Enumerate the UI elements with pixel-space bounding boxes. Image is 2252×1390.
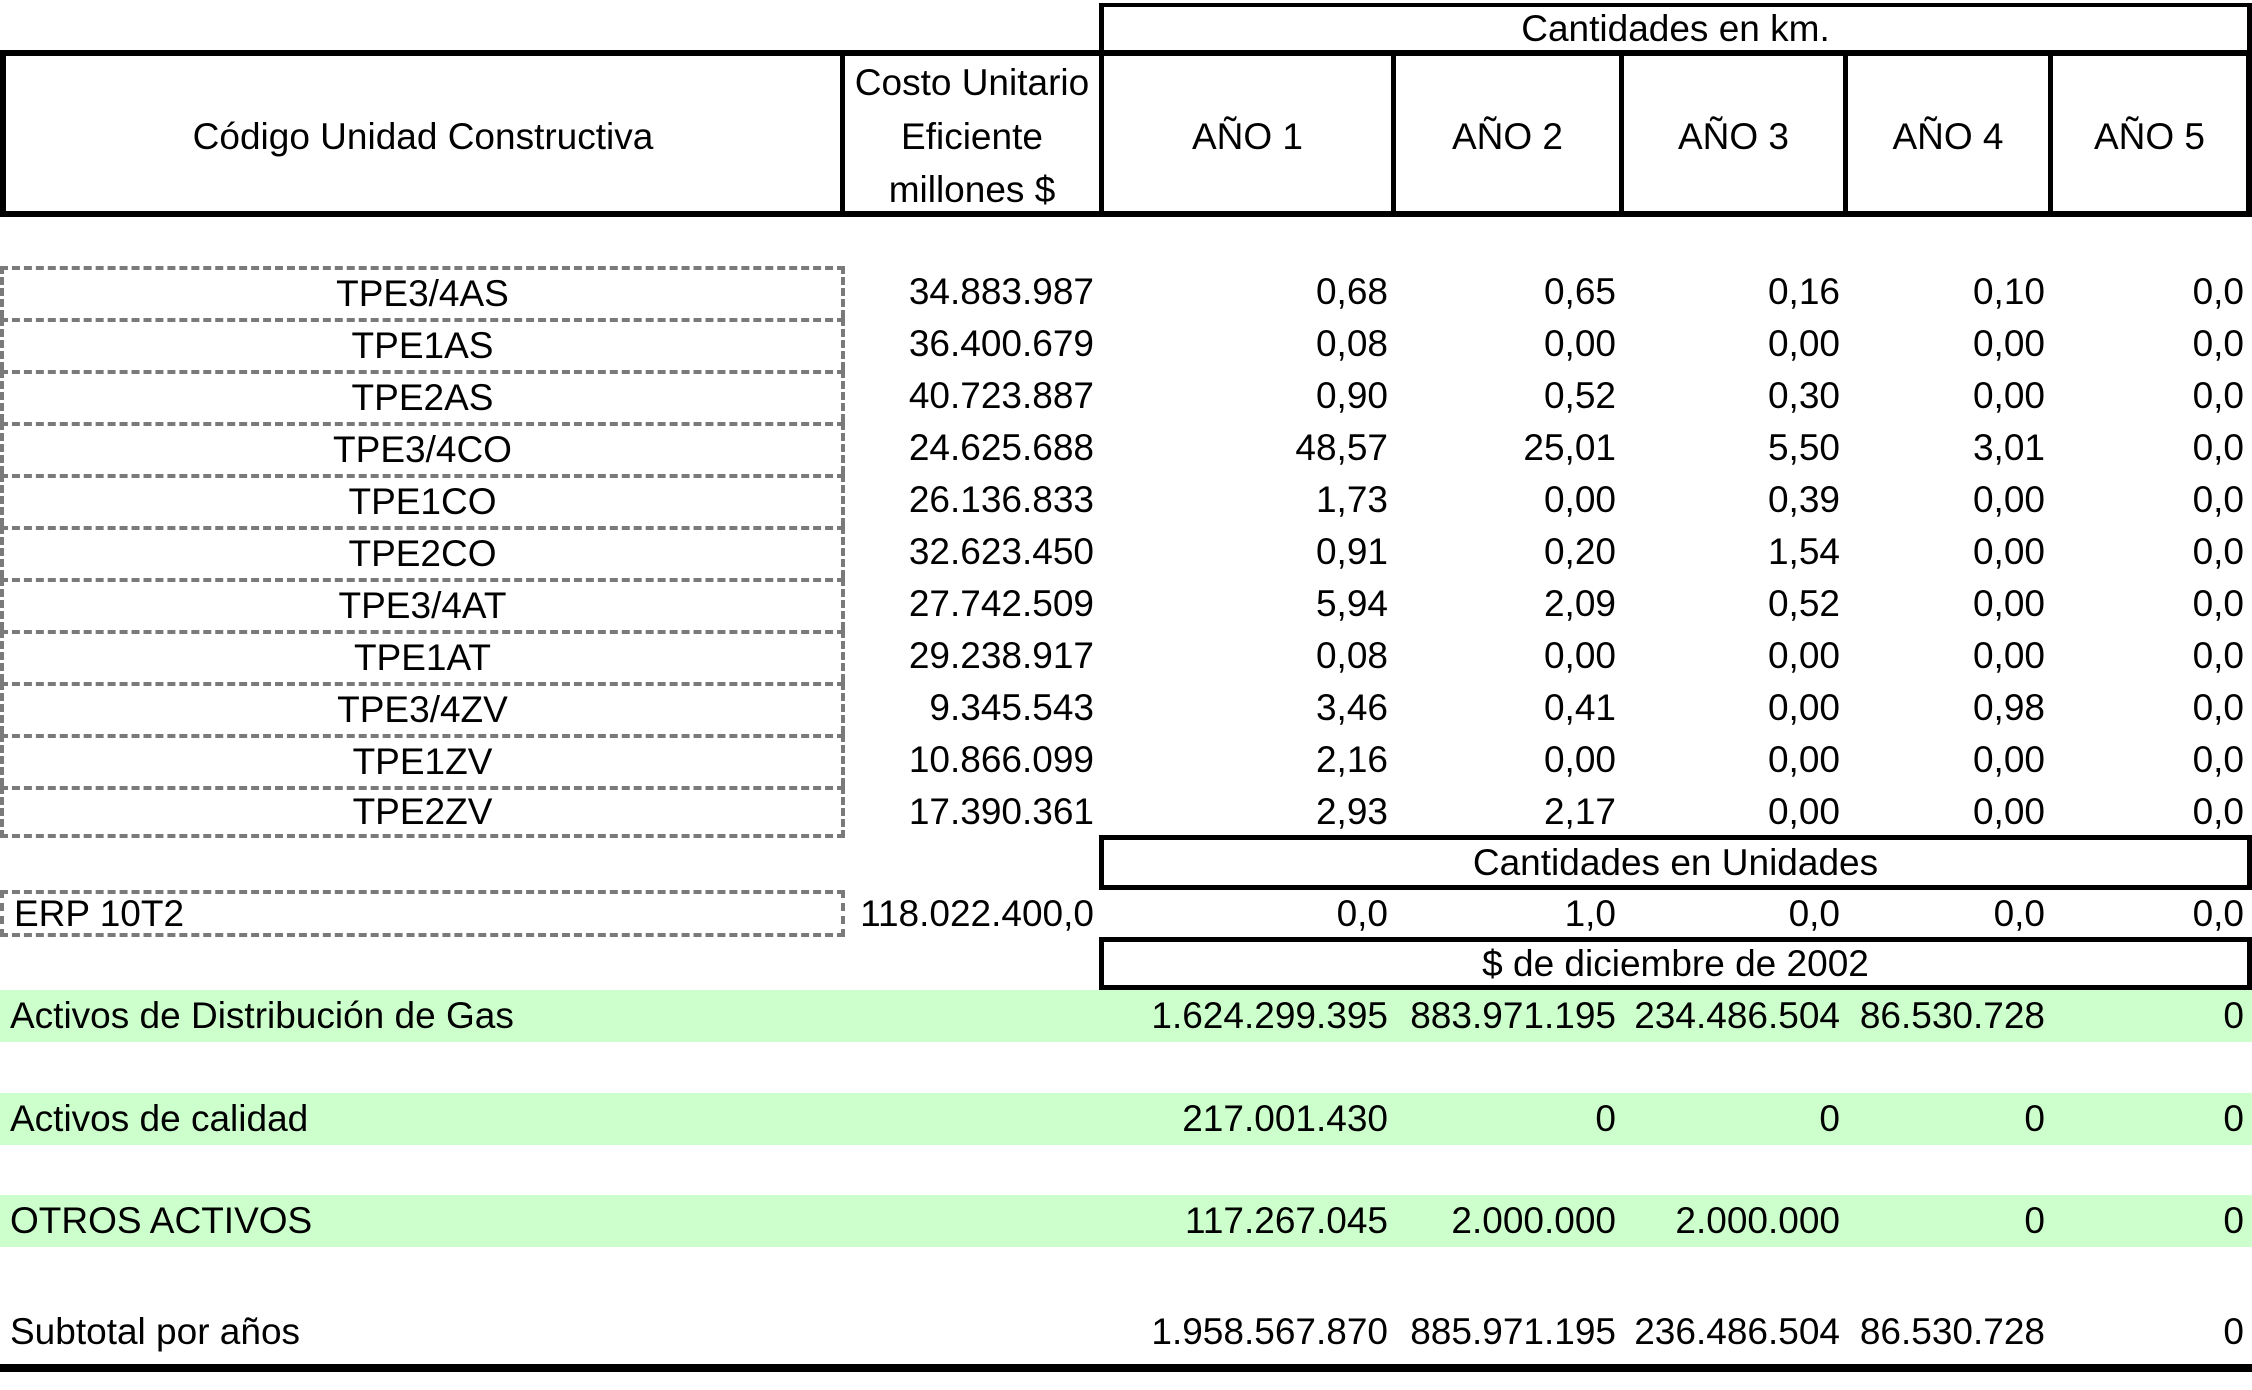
ano5-cell: 0,0 — [2192, 583, 2244, 624]
code-cell: TPE3/4ZV — [0, 682, 845, 734]
ano1-cell: 1,73 — [1315, 479, 1388, 520]
header-cell-costo — [845, 56, 1104, 217]
ano3-cell: 0,00 — [1767, 687, 1840, 728]
cost-cell: 34.883.987 — [908, 271, 1094, 312]
table-row — [845, 578, 2252, 630]
cost-cell: 26.136.833 — [908, 479, 1094, 520]
table-row — [845, 318, 2252, 370]
ano3-cell: 0,30 — [1767, 375, 1840, 416]
header-costo-line3: millones $ — [888, 169, 1056, 211]
quantities-grid — [845, 266, 2252, 838]
ano4-cell: 3,01 — [1972, 427, 2045, 468]
ano2-cell: 0,00 — [1543, 323, 1616, 364]
ano1-cell: 3,46 — [1315, 687, 1388, 728]
header-cell-ano4 — [1848, 56, 2053, 217]
code-cell: TPE2AS — [0, 370, 845, 422]
ano4-cell: 0 — [2024, 1200, 2045, 1241]
ano4-cell: 0,00 — [1972, 479, 2045, 520]
ano5-cell: 0 — [2223, 1311, 2244, 1352]
subtotal-label: Subtotal por años — [10, 1311, 301, 1352]
code-cell: TPE3/4CO — [0, 422, 845, 474]
cost-cell: 36.400.679 — [908, 323, 1094, 364]
ano4-cell: 0,10 — [1972, 271, 2045, 312]
ano5-cell: 0,0 — [2192, 271, 2244, 312]
ano5-cell: 0,0 — [2192, 323, 2244, 364]
table-row — [845, 682, 2252, 734]
ano5-cell: 0 — [2223, 1098, 2244, 1139]
erp-row — [845, 890, 2252, 937]
ano2-cell: 25,01 — [1523, 427, 1616, 468]
code-cell: TPE2ZV — [0, 786, 845, 838]
banner-cantidades-unidades-label: Cantidades en Unidades — [1472, 841, 1879, 883]
cost-cell: 29.238.917 — [908, 635, 1094, 676]
ano5-cell: 0,0 — [2192, 635, 2244, 676]
banner-cantidades-unidades — [1099, 835, 2252, 890]
header-costo-line2: Eficiente — [901, 115, 1043, 157]
table-row — [845, 422, 2252, 474]
ano1-cell: 0,08 — [1315, 635, 1388, 676]
ano2-cell: 2.000.000 — [1451, 1200, 1616, 1241]
erp-code-cell: ERP 10T2 — [0, 890, 845, 937]
ano4-cell: 0,00 — [1972, 739, 2045, 780]
ano3-cell: 5,50 — [1767, 427, 1840, 468]
ano2-cell: 0,00 — [1543, 479, 1616, 520]
ano5-cell: 0,0 — [2192, 375, 2244, 416]
ano5-cell: 0,0 — [2192, 791, 2244, 832]
ano5-cell: 0,0 — [2192, 892, 2244, 934]
ano3-cell: 0,0 — [1788, 892, 1840, 934]
ano5-cell: 0,0 — [2192, 427, 2244, 468]
ano3-cell: 0,52 — [1767, 583, 1840, 624]
summary-row-activos-calidad — [0, 1093, 2252, 1145]
ano1-cell: 0,91 — [1315, 531, 1388, 572]
ano2-cell: 2,17 — [1543, 791, 1616, 832]
code-cell: TPE3/4AT — [0, 578, 845, 630]
ano1-cell: 1.958.567.870 — [1151, 1311, 1388, 1352]
cost-cell: 40.723.887 — [908, 375, 1094, 416]
banner-cantidades-km — [1099, 3, 2252, 50]
cost-cell: 17.390.361 — [908, 791, 1094, 832]
ano4-cell: 0,0 — [1993, 892, 2045, 934]
banner-pesos-diciembre-2002 — [1099, 937, 2252, 990]
ano4-cell: 0,00 — [1972, 791, 2045, 832]
ano1-cell: 2,93 — [1315, 791, 1388, 832]
header-ano1-label: AÑO 1 — [1191, 115, 1304, 157]
header-ano4-label: AÑO 4 — [1892, 115, 2004, 157]
code-cell: TPE3/4AS — [0, 266, 845, 318]
ano1-cell: 5,94 — [1315, 583, 1388, 624]
ano4-cell: 0,00 — [1972, 375, 2045, 416]
ano3-cell: 0,00 — [1767, 323, 1840, 364]
ano1-cell: 0,0 — [1336, 892, 1388, 934]
header-cell-ano5 — [2053, 56, 2246, 217]
subtotal-row — [0, 1307, 2252, 1357]
cost-cell: 9.345.543 — [929, 687, 1094, 728]
header-cell-codigo — [6, 56, 845, 217]
cost-cell: 118.022.400,0 — [860, 892, 1094, 934]
ano2-cell: 0,00 — [1543, 739, 1616, 780]
ano5-cell: 0 — [2223, 1200, 2244, 1241]
ano3-cell: 0,39 — [1767, 479, 1840, 520]
ano3-cell: 234.486.504 — [1634, 995, 1840, 1036]
ano4-cell: 0,00 — [1972, 323, 2045, 364]
code-cell: TPE2CO — [0, 526, 845, 578]
table-row — [845, 786, 2252, 838]
ano2-cell: 2,09 — [1543, 583, 1616, 624]
ano3-cell: 0,00 — [1767, 739, 1840, 780]
ano2-cell: 883.971.195 — [1410, 995, 1616, 1036]
table-row — [845, 526, 2252, 578]
ano3-cell: 2.000.000 — [1675, 1200, 1840, 1241]
ano1-cell: 117.267.045 — [1184, 1200, 1388, 1241]
summary-row-activos-distribucion-gas — [0, 990, 2252, 1042]
ano3-cell: 0,00 — [1767, 791, 1840, 832]
ano4-cell: 0 — [2024, 1098, 2045, 1139]
ano1-cell: 2,16 — [1315, 739, 1388, 780]
header-ano3-label: AÑO 3 — [1677, 115, 1790, 157]
code-cell: TPE1ZV — [0, 734, 845, 786]
code-cell: TPE1AS — [0, 318, 845, 370]
banner-pesos-label: $ de diciembre de 2002 — [1482, 942, 1869, 984]
ano1-cell: 0,68 — [1315, 271, 1388, 312]
code-cell: TPE1CO — [0, 474, 845, 526]
ano5-cell: 0,0 — [2192, 479, 2244, 520]
ano4-cell: 86.530.728 — [1859, 995, 2045, 1036]
ano2-cell: 885.971.195 — [1410, 1311, 1616, 1352]
cost-cell: 24.625.688 — [908, 427, 1094, 468]
ano3-cell: 1,54 — [1767, 531, 1840, 572]
ano1-cell: 1.624.299.395 — [1151, 995, 1388, 1036]
header-cell-ano1 — [1104, 56, 1396, 217]
ano3-cell: 0,16 — [1767, 271, 1840, 312]
cost-cell: 10.866.099 — [908, 739, 1094, 780]
table-row — [845, 266, 2252, 318]
summary-row-otros-activos — [0, 1195, 2252, 1247]
code-column — [0, 266, 845, 838]
ano2-cell: 0,41 — [1543, 687, 1616, 728]
header-cell-ano3 — [1624, 56, 1848, 217]
ano5-cell: 0,0 — [2192, 531, 2244, 572]
code-cell: TPE1AT — [0, 630, 845, 682]
header-cell-ano2 — [1396, 56, 1624, 217]
ano2-cell: 0,52 — [1543, 375, 1616, 416]
ano3-cell: 236.486.504 — [1634, 1311, 1840, 1352]
ano1-cell: 0,08 — [1315, 323, 1388, 364]
summary-label: Activos de Distribución de Gas — [10, 995, 514, 1036]
header-codigo-label: Código Unidad Constructiva — [192, 115, 654, 157]
table-row — [845, 734, 2252, 786]
ano1-cell: 48,57 — [1295, 427, 1388, 468]
ano2-cell: 0,00 — [1543, 635, 1616, 676]
ano5-cell: 0 — [2223, 995, 2244, 1036]
ano2-cell: 0 — [1595, 1098, 1616, 1139]
table-row — [845, 890, 2252, 937]
table-header-row — [0, 50, 2252, 217]
header-costo-line1: Costo Unitario — [854, 62, 1090, 103]
summary-label: Activos de calidad — [10, 1098, 309, 1139]
ano1-cell: 0,90 — [1315, 375, 1388, 416]
cost-cell: 32.623.450 — [908, 531, 1094, 572]
summary-label: OTROS ACTIVOS — [10, 1200, 313, 1241]
ano3-cell: 0,00 — [1767, 635, 1840, 676]
table-row — [845, 370, 2252, 422]
header-ano2-label: AÑO 2 — [1451, 115, 1564, 157]
ano4-cell: 0,00 — [1972, 583, 2045, 624]
ano4-cell: 86.530.728 — [1859, 1311, 2045, 1352]
cost-cell: 27.742.509 — [908, 583, 1094, 624]
ano1-cell: 217.001.430 — [1182, 1098, 1388, 1139]
ano4-cell: 0,00 — [1972, 635, 2045, 676]
ano5-cell: 0,0 — [2192, 687, 2244, 728]
ano2-cell: 0,65 — [1543, 271, 1616, 312]
ano2-cell: 0,20 — [1543, 531, 1616, 572]
ano4-cell: 0,98 — [1972, 687, 2045, 728]
ano3-cell: 0 — [1819, 1098, 1840, 1139]
ano5-cell: 0,0 — [2192, 739, 2244, 780]
table-row — [845, 630, 2252, 682]
banner-cantidades-km-label: Cantidades en km. — [1521, 7, 1830, 49]
ano2-cell: 1,0 — [1564, 892, 1616, 934]
ano4-cell: 0,00 — [1972, 531, 2045, 572]
bottom-rule — [0, 1364, 2252, 1372]
table-row — [845, 474, 2252, 526]
header-ano5-label: AÑO 5 — [2093, 115, 2206, 157]
